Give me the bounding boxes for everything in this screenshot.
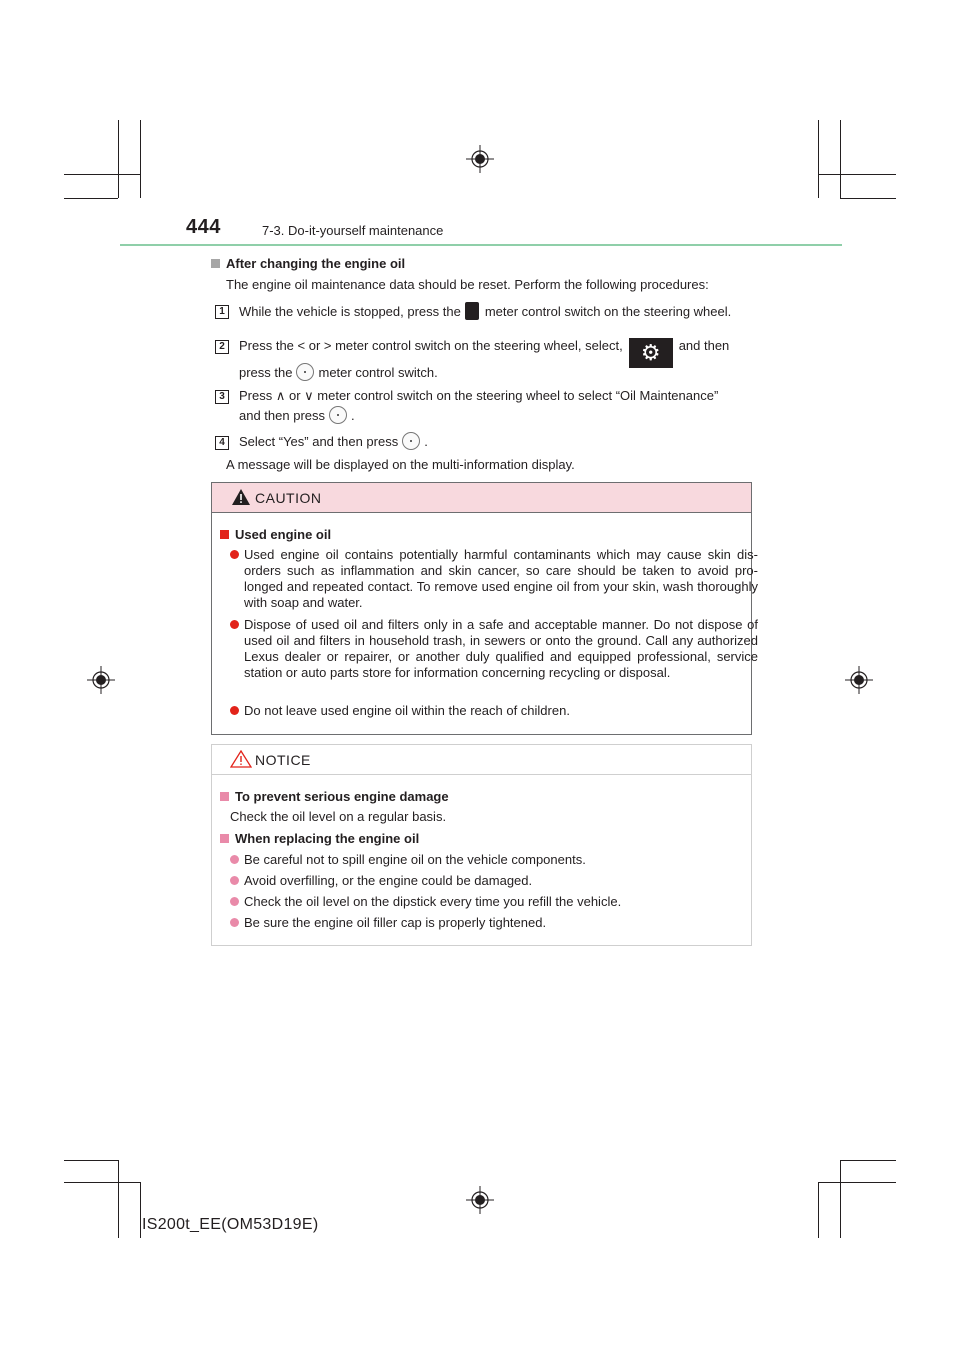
header-rule (120, 244, 842, 246)
crop-mark (818, 120, 819, 198)
notice-section-1-title-text: To prevent serious engine damage (235, 789, 449, 804)
notice-bullet-text: Be sure the engine oil filler cap is properly tightened. (244, 915, 547, 930)
square-bullet-icon (220, 792, 229, 801)
registration-mark-icon (466, 1186, 494, 1214)
step-4-text-end: . (424, 434, 428, 449)
notice-section-1-text: Check the oil level on a regular basis. (230, 809, 447, 824)
caution-bullet (230, 617, 758, 681)
bullet-dot-icon (230, 550, 239, 559)
step-3: Press ∧ or ∨ meter control switch on the steering wheel to select “Oil Maintenance” (239, 388, 719, 403)
caution-header (212, 483, 751, 513)
step-1-text: While the vehicle is stopped, press the (239, 304, 461, 319)
crop-mark (64, 1182, 140, 1183)
caution-bullet-text: Do not leave used engine oil within the reach of children. (244, 703, 570, 718)
registration-mark-icon (466, 145, 494, 173)
crop-mark (840, 1160, 896, 1161)
step-1-text-end: meter control switch on the steering wheel. (484, 304, 732, 319)
notice-bullet-text: Avoid overfilling, or the engine could be damaged. (244, 873, 533, 888)
notice-bullet-text: Be careful not to spill engine oil on the vehicle components. (244, 852, 586, 867)
ok-button-icon (329, 406, 347, 424)
notice-bullet (230, 915, 758, 931)
caution-label: CAUTION (255, 490, 322, 506)
step-2-text: Press the < or > meter control switch on the steering wheel, select, (239, 338, 623, 353)
document-code: IS200t_EE(OM53D19E) (142, 1216, 319, 1233)
bullet-dot-icon (230, 855, 239, 864)
warning-triangle-icon (232, 489, 250, 505)
reset-intro: The engine oil maintenance data should be reset. Perform the following procedures: (226, 277, 709, 292)
step-2-line2-end: meter control switch. (318, 365, 438, 380)
step-1 (239, 302, 751, 322)
display-switch-icon (465, 302, 479, 320)
step-3-line2-end: . (351, 408, 355, 423)
crop-mark (118, 120, 119, 198)
crop-mark (818, 1182, 896, 1183)
bullet-dot-icon (230, 876, 239, 885)
step-2-line2-text: press the (239, 365, 293, 380)
caution-bullet-text: Used engine oil contains potentially harmful contaminants which may cause skin dis-orders such as inflammation and skin cancer, so care should be taken to avoid pro-longed and repeated contact. To remove used engine oil from your skin, wash thoroughly with soap and water. (244, 547, 758, 610)
caution-section-title (220, 527, 331, 542)
reset-outro: A message will be displayed on the multi-information display. (226, 457, 575, 472)
settings-gear-icon: ⚙ (629, 338, 673, 368)
reset-title: After changing the engine oil (226, 256, 406, 271)
bullet-dot-icon (230, 897, 239, 906)
bullet-dot-icon (230, 918, 239, 927)
step-number-box: 4 (215, 436, 229, 450)
crop-mark (64, 1160, 118, 1161)
page-number: 444 (186, 216, 221, 238)
square-bullet-icon (220, 834, 229, 843)
square-bullet-icon (220, 530, 229, 539)
caution-section-title-text: Used engine oil (235, 527, 332, 542)
notice-bullet (230, 852, 758, 868)
notice-triangle-icon (230, 750, 252, 768)
ok-button-icon (296, 363, 314, 381)
step-number-box: 2 (215, 340, 229, 354)
step-4-text: Select “Yes” and then press (239, 434, 399, 449)
step-3-line2-text: and then press (239, 408, 326, 423)
step-4 (239, 432, 751, 452)
registration-mark-icon (87, 666, 115, 694)
notice-bullet (230, 873, 758, 889)
section-title: 7-3. Do-it-yourself maintenance (262, 223, 444, 238)
crop-mark (140, 1182, 141, 1238)
caution-bullet (230, 703, 758, 719)
crop-mark (118, 1160, 119, 1238)
notice-section-2-title (220, 831, 419, 846)
bullet-dot-icon (230, 620, 239, 629)
caution-bullet-text: Dispose of used oil and filters only in a safe and acceptable manner. Do not dispose of used oil and filters in household trash, in sewers or onto the ground. Call any authorized Lexus dealer or repairer, or another duly qualified and equipped professional, service station or auto parts store for information concerning recycling or disposal. (244, 617, 758, 680)
notice-box (211, 744, 752, 946)
reset-heading (211, 256, 751, 272)
step-number-box: 1 (215, 305, 229, 319)
square-bullet-icon (211, 259, 220, 268)
registration-mark-icon (845, 666, 873, 694)
notice-bullet-text: Check the oil level on the dipstick every time you refill the vehicle. (244, 894, 622, 909)
crop-mark (64, 198, 118, 199)
bullet-dot-icon (230, 706, 239, 715)
crop-mark (818, 174, 896, 175)
caution-bullet (230, 547, 758, 611)
step-2-line2 (239, 363, 751, 383)
notice-header (212, 745, 751, 775)
notice-section-2-title-text: When replacing the engine oil (235, 831, 420, 846)
crop-mark (140, 120, 141, 198)
notice-bullet (230, 894, 758, 910)
step-number-box: 3 (215, 390, 229, 404)
caution-box (211, 482, 758, 735)
notice-section-1-title (220, 789, 449, 804)
crop-mark (818, 1182, 819, 1238)
crop-mark (840, 120, 841, 198)
step-2-text-mid: and then (678, 338, 730, 353)
crop-mark (840, 198, 896, 199)
crop-mark (840, 1160, 841, 1238)
ok-button-icon (402, 432, 420, 450)
crop-mark (64, 174, 140, 175)
step-3-line2 (239, 406, 751, 426)
notice-label: NOTICE (255, 752, 311, 768)
